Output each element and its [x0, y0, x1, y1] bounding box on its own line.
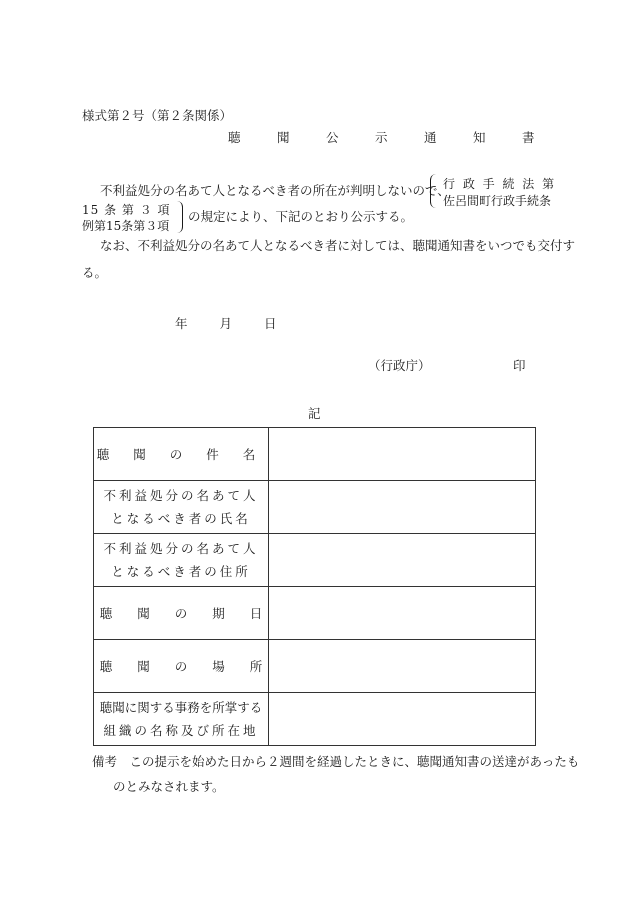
ki-heading: 記	[308, 406, 321, 421]
row-label: 不利益処分の名あて人 となるべき者の氏名	[94, 481, 269, 534]
brace-left-line-2: 例第15条第３項	[82, 219, 170, 233]
row-value-field[interactable]	[269, 481, 536, 534]
hearing-details-table	[93, 427, 536, 746]
row-value-field[interactable]	[269, 640, 536, 693]
brace-right-line-2: 佐呂間町行政手続条	[443, 194, 552, 208]
form-number: 様式第２号（第２条関係）	[82, 108, 233, 123]
legal-basis-brace-left	[82, 201, 183, 233]
paragraph-1-tail: の規定により、下記のとおり公示する。	[188, 209, 414, 224]
brace-left-line-1: 15 条 第 ３ 項	[82, 203, 171, 217]
paragraph-1-lead: 不利益処分の名あて人となるべき者の所在が判明しないので、	[100, 183, 450, 198]
paragraph-2-line-2: る。	[82, 265, 108, 280]
table-row	[94, 534, 536, 587]
legal-basis-brace-right	[430, 174, 555, 208]
row-label: 聴 聞 の 期 日	[94, 587, 269, 640]
row-value-field[interactable]	[269, 693, 536, 746]
document-title: 聴 聞 公 示 通 知 書	[228, 130, 547, 145]
seal-mark: 印	[513, 358, 526, 373]
row-label: 聴 聞 の 場 所	[94, 640, 269, 693]
brace-right-line-1: 行 政 手 続 法 第	[443, 177, 557, 191]
date-year: 年	[175, 316, 188, 331]
table-row	[94, 481, 536, 534]
row-value-field[interactable]	[269, 534, 536, 587]
row-label: 聴聞に関する事務を所掌する 組織の名称及び所在地	[94, 693, 269, 746]
remarks-line-1: 備考 この提示を始めた日から２週間を経過したときに、聴聞通知書の送達があったも	[92, 754, 580, 769]
agency-label: （行政庁）	[368, 358, 431, 373]
table-row	[94, 640, 536, 693]
date-line	[175, 314, 305, 332]
date-day: 日	[264, 316, 277, 331]
table-row	[94, 587, 536, 640]
row-value-field[interactable]	[269, 428, 536, 481]
row-label: 不利益処分の名あて人 となるべき者の住所	[94, 534, 269, 587]
date-month: 月	[219, 316, 233, 331]
table-row	[94, 428, 536, 481]
row-value-field[interactable]	[269, 587, 536, 640]
table-row	[94, 693, 536, 746]
remarks-line-2: のとみなされます。	[113, 779, 225, 794]
row-label: 聴 聞 の 件 名	[94, 428, 269, 481]
paragraph-2-line-1: なお、不利益処分の名あて人となるべき者に対しては、聴聞通知書をいつでも交付す	[100, 238, 576, 253]
